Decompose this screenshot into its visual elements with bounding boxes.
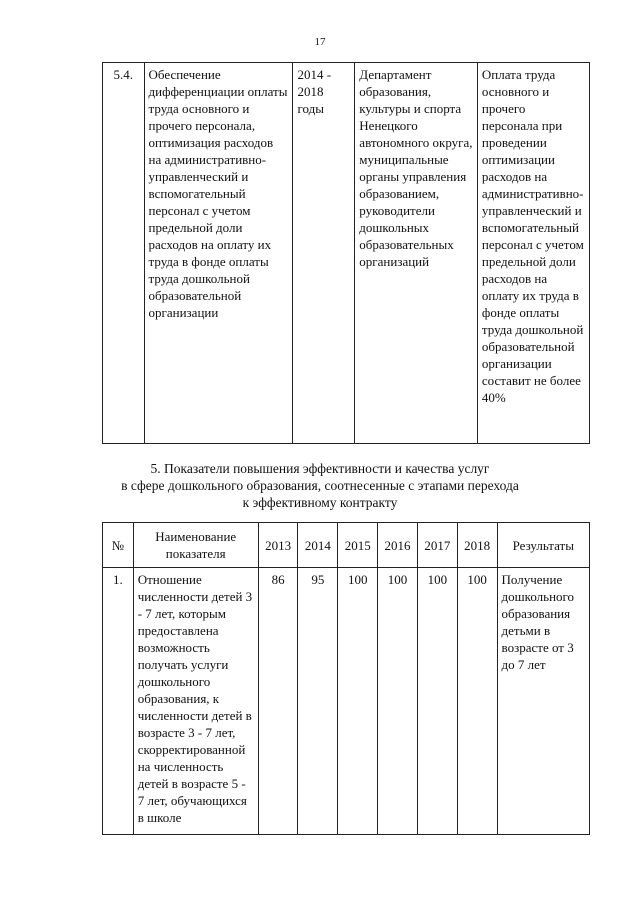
header-name: Наименование показателя <box>133 523 258 568</box>
header-results: Результаты <box>497 523 589 568</box>
header-2015: 2015 <box>338 523 378 568</box>
indicator-number: 1. <box>103 568 134 835</box>
header-2017: 2017 <box>417 523 457 568</box>
value-2014: 95 <box>298 568 338 835</box>
measures-table <box>102 62 590 444</box>
measure-period: 2014 - 2018 годы <box>293 63 355 444</box>
table-header-row <box>103 523 590 568</box>
row-number: 5.4. <box>103 63 145 444</box>
heading-line-1: 5. Показатели повышения эффективности и качества услуг <box>150 461 490 476</box>
table-row <box>103 63 590 444</box>
value-2018: 100 <box>457 568 497 835</box>
value-2017: 100 <box>417 568 457 835</box>
header-2013: 2013 <box>258 523 298 568</box>
heading-line-3: к эффективному контракту <box>242 495 398 510</box>
value-2013: 86 <box>258 568 298 835</box>
header-2014: 2014 <box>298 523 338 568</box>
heading-line-2: в сфере дошкольного образования, соотнесенные с этапами перехода <box>121 478 519 493</box>
header-num: № <box>103 523 134 568</box>
indicators-table <box>102 522 590 835</box>
measure-result: Оплата труда основного и прочего персонала при проведении оптимизации расходов на административно-управленческий и вспомогательный персонал с учетом предельной доли расходов на оплату их труда в фонде оплаты труда дошкольной образовательной организации составит не более 40% <box>477 63 589 444</box>
measure-responsible: Департамент образования, культуры и спорта Ненецкого автономного округа, муниципальные органы управления образованием, руководители дошкольных образовательных организаций <box>355 63 478 444</box>
header-2018: 2018 <box>457 523 497 568</box>
value-2016: 100 <box>378 568 418 835</box>
section-heading <box>0 460 640 511</box>
indicator-result: Получение дошкольного образования детьми в возрасте от 3 до 7 лет <box>497 568 589 835</box>
measure-description: Обеспечение дифференциации оплаты труда основного и прочего персонала, оптимизация расходов на административно-управленческий и вспомогательный персонал с учетом предельной доли расходов на оплату их труда в фонде оплаты труда дошкольной образовательной организации <box>144 63 293 444</box>
indicator-name: Отношение численности детей 3 - 7 лет, которым предоставлена возможность получать услуги дошкольного образования, к численности детей в возрасте 3 - 7 лет, скорректированной на численность детей в возрасте 5 - 7 лет, обучающихся в школе <box>133 568 258 835</box>
page-number: 17 <box>314 36 326 48</box>
table-row <box>103 568 590 835</box>
header-2016: 2016 <box>378 523 418 568</box>
value-2015: 100 <box>338 568 378 835</box>
